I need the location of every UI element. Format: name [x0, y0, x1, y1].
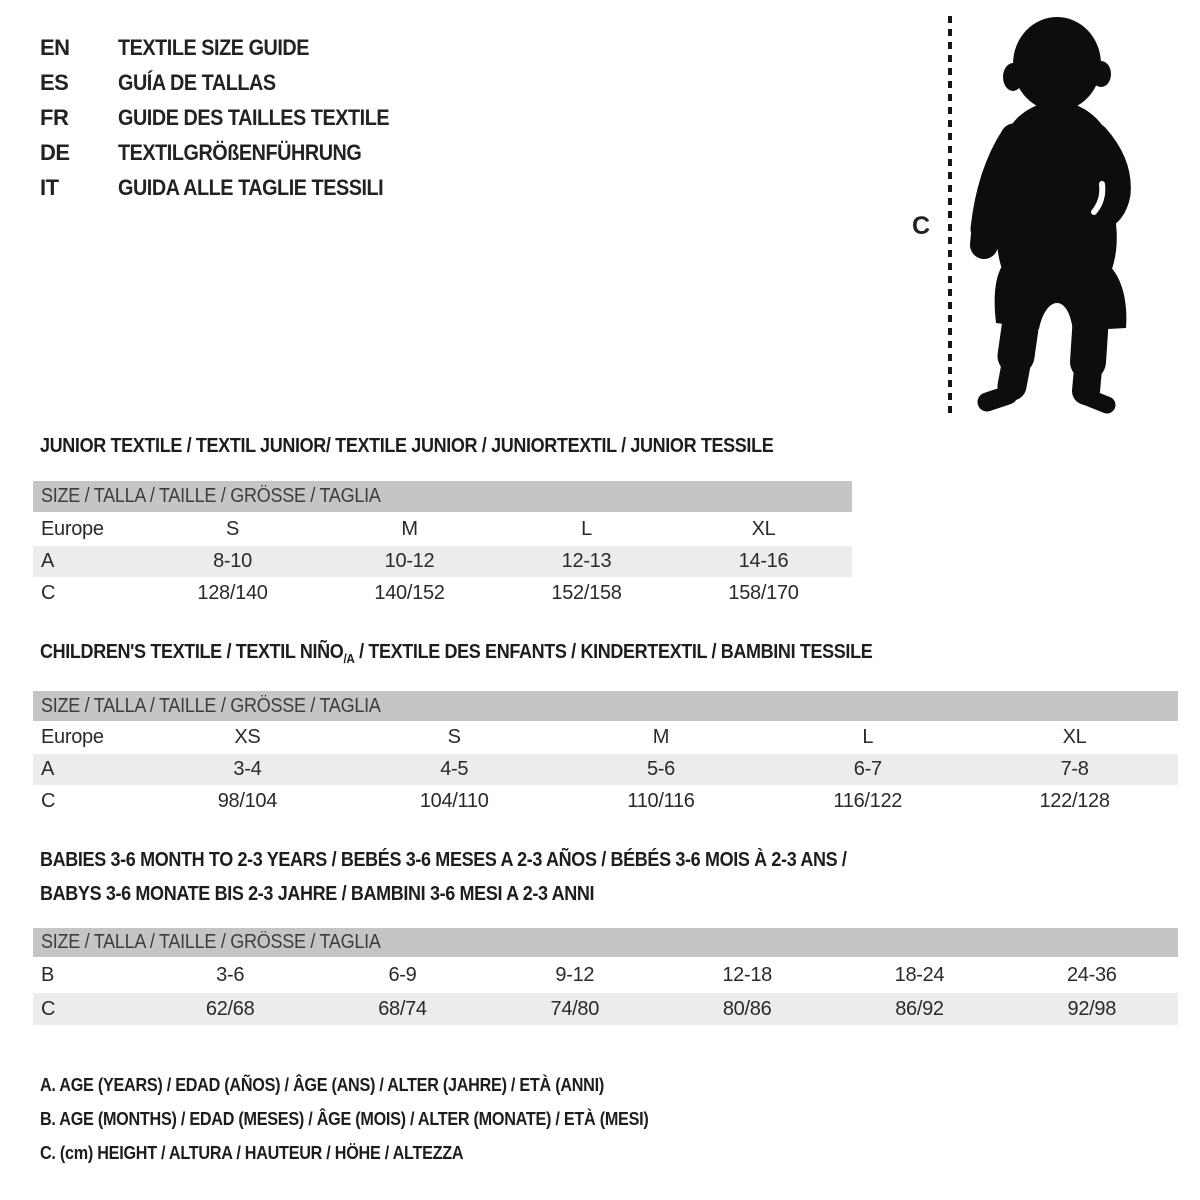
legend-line-a: A. AGE (YEARS) / EDAD (AÑOS) / ÂGE (ANS) / ALTER (JAHRE) / ETÀ (ANNI) [40, 1074, 604, 1095]
value-cell: 6-9 [388, 963, 417, 986]
table-row-age [33, 546, 852, 577]
value-cell: 86/92 [895, 997, 944, 1020]
guide-title-fr: GUIDE DES TAILLES TEXTILE [118, 104, 390, 130]
value-cell: 5-6 [646, 758, 675, 780]
value-cell: 74/80 [550, 997, 600, 1020]
language-row-fr [40, 100, 419, 135]
language-title-list [40, 30, 419, 205]
value-cell: 98/104 [217, 789, 278, 812]
value-cell: 140/152 [374, 582, 445, 604]
size-cell: L [581, 517, 592, 540]
size-cell: XS [234, 726, 261, 748]
value-cell: 110/116 [627, 789, 695, 812]
value-cell: 92/98 [1067, 997, 1117, 1020]
value-cell: 158/170 [728, 582, 799, 604]
guide-title-de: TEXTILGRÖßENFÜHRUNG [118, 139, 362, 165]
language-code: FR [40, 104, 69, 130]
value-cell: 12-13 [561, 550, 612, 572]
value-cell: 6-7 [853, 758, 882, 780]
value-cell: 80/86 [722, 997, 772, 1020]
value-cell: 4-5 [440, 758, 469, 780]
row-label: C [41, 997, 56, 1020]
legend-line-b: B. AGE (MONTHS) / EDAD (MESES) / ÂGE (MOIS) / ALTER (MONATE) / ETÀ (MESI) [40, 1108, 649, 1129]
language-row-en [40, 30, 419, 65]
size-header-band: SIZE / TALLA / TAILLE / GRÖSSE / TAGLIA [33, 928, 1178, 957]
language-row-es [40, 65, 419, 100]
value-cell: 152/158 [551, 582, 622, 604]
region-label: Europe [41, 726, 104, 748]
size-cell: L [862, 726, 874, 748]
size-cell: XL [1062, 726, 1087, 748]
height-measure-dashed-line [948, 16, 952, 416]
value-cell: 3-4 [233, 758, 262, 780]
legend-line-c: C. (cm) HEIGHT / ALTURA / HAUTEUR / HÖHE / ALTEZZA [40, 1142, 464, 1163]
size-cell: M [401, 517, 418, 540]
guide-title-it: GUIDA ALLE TAGLIE TESSILI [118, 174, 384, 200]
value-cell: 12-18 [722, 963, 772, 986]
measurement-legend [40, 1068, 716, 1170]
babies-section-title-line2: BABYS 3-6 MONATE BIS 2-3 JAHRE / BAMBINI 3-6 MESI A 2-3 ANNI [40, 883, 595, 905]
value-cell: 116/122 [833, 789, 903, 812]
babies-section-title-line1: BABIES 3-6 MONTH TO 2-3 YEARS / BEBÉS 3-6 MESES A 2-3 AÑOS / BÉBÉS 3-6 MOIS À 2-3 ANS / [40, 849, 847, 871]
language-code: EN [40, 34, 70, 60]
row-label: C [41, 789, 56, 812]
children-section-title: CHILDREN'S TEXTILE / TEXTIL $NIÑO_{/A}$ / TEXTILE DES ENFANTS / KINDERTEXTIL / BAMBINI TESSILE [40, 641, 873, 666]
row-label: A [41, 758, 55, 780]
value-cell: 8-10 [213, 550, 252, 572]
table-row-months [33, 957, 1178, 993]
guide-title-en: TEXTILE SIZE GUIDE [118, 34, 310, 60]
value-cell: 14-16 [738, 550, 789, 572]
region-label: Europe [41, 517, 104, 540]
language-code: IT [40, 174, 59, 200]
height-measure-label: C [912, 212, 931, 240]
language-row-it [40, 170, 419, 205]
junior-size-table [33, 481, 852, 610]
language-code: DE [40, 139, 70, 165]
value-cell: 18-24 [894, 963, 945, 986]
babies-size-table [33, 928, 1178, 1025]
value-cell: 68/74 [378, 997, 427, 1020]
size-cell: S [225, 517, 240, 540]
size-cell: S [447, 726, 461, 748]
row-label: C [41, 582, 56, 604]
toddler-legs [987, 314, 1107, 405]
value-cell: 128/140 [197, 582, 268, 604]
value-cell: 122/128 [1039, 789, 1110, 812]
size-cell: XL [751, 517, 776, 540]
size-header-band: SIZE / TALLA / TAILLE / GRÖSSE / TAGLIA [33, 691, 1178, 721]
value-cell: 62/68 [205, 997, 255, 1020]
value-cell: 10-12 [384, 550, 435, 572]
size-header-band: SIZE / TALLA / TAILLE / GRÖSSE / TAGLIA [33, 481, 852, 512]
value-cell: 24-36 [1066, 963, 1117, 986]
value-cell: 104/110 [419, 789, 489, 812]
table-row-height [33, 577, 852, 610]
size-cell: M [652, 726, 670, 748]
value-cell: 9-12 [555, 963, 595, 986]
guide-title-es: GUÍA DE TALLAS [118, 69, 276, 95]
value-cell: 7-8 [1060, 758, 1089, 780]
language-row-de [40, 135, 419, 170]
row-label: A [41, 550, 55, 572]
table-row-age [33, 754, 1178, 785]
nino-a-subscript: /A [343, 651, 355, 666]
children-size-table [33, 691, 1178, 817]
table-row-height [33, 993, 1178, 1025]
language-code: ES [40, 69, 69, 95]
row-label: B [41, 963, 55, 986]
table-row-height [33, 785, 1178, 817]
table-row-sizes [33, 721, 1178, 754]
table-row-sizes [33, 512, 852, 546]
toddler-silhouette [960, 14, 1140, 416]
value-cell: 3-6 [216, 963, 245, 986]
junior-section-title: JUNIOR TEXTILE / TEXTIL JUNIOR/ TEXTILE JUNIOR / JUNIORTEXTIL / JUNIOR TESSILE [40, 435, 774, 457]
